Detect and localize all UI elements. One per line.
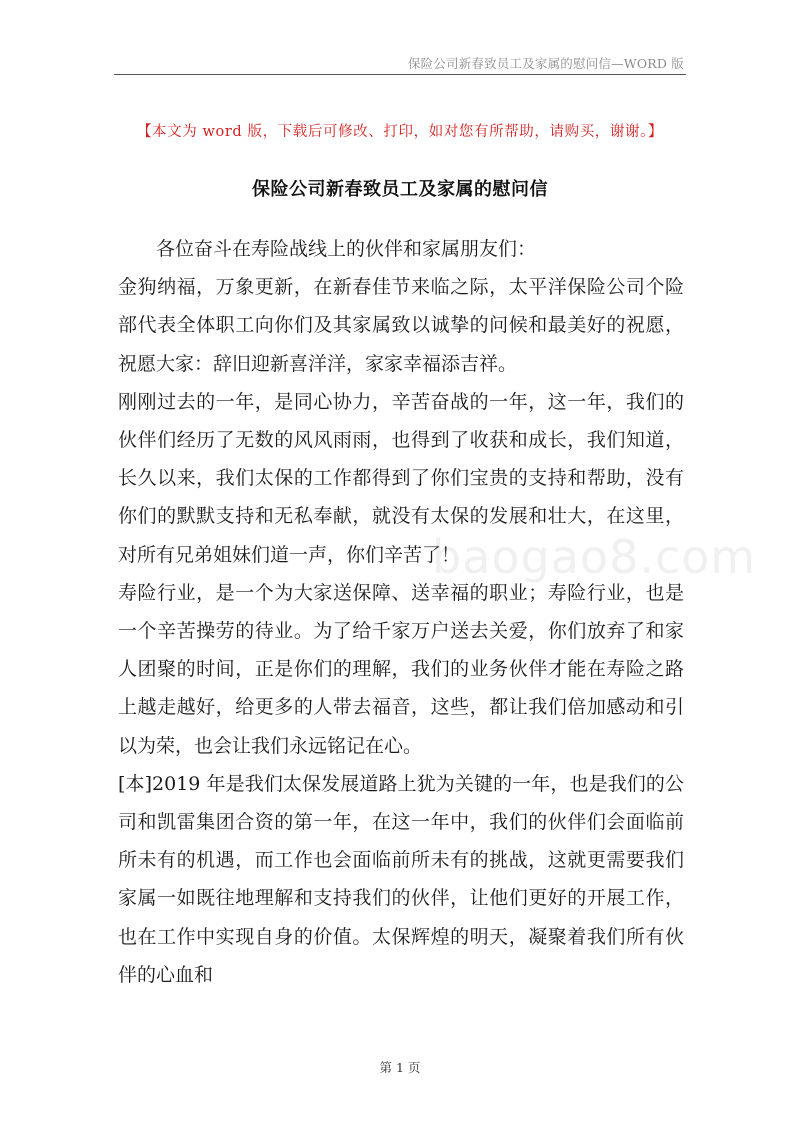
- purchase-notice: 【本文为 word 版，下载后可修改、打印，如对您有所帮助，请购买，谢谢。】: [136, 124, 664, 140]
- header-divider: [114, 74, 686, 75]
- letter-body: [118, 230, 684, 994]
- body-paragraph-1: 金狗纳福，万象更新，在新春佳节来临之际，太平洋保险公司个险部代表全体职工向你们及其家属致以诚挚的问候和最美好的祝愿，祝愿大家：辞旧迎新喜洋洋，家家幸福添吉祥。: [118, 276, 684, 375]
- document-title: 保险公司新春致员工及家属的慰问信: [252, 179, 548, 200]
- salutation-paragraph: 各位奋斗在寿险战线上的伙伴和家属朋友们：: [156, 238, 537, 260]
- page-number: 第 1 页: [379, 1060, 421, 1075]
- body-paragraph-3: 寿险行业，是一个为大家送保障、送幸福的职业；寿险行业，也是一个辛苦操劳的待业。为了给千家万户送去关爱，你们放弃了和家人团聚的时间，正是你们的理解，我们的业务伙伴才能在寿险之路上越走越好，给更多的人带去福音，这些，都让我们倍加感动和引以为荣，也会让我们永远铭记在心。: [118, 581, 684, 757]
- running-header-title: 保险公司新春致员工及家属的慰问信—WORD 版: [407, 56, 684, 71]
- body-paragraph-2: 刚刚过去的一年，是同心协力，辛苦奋战的一年，这一年，我们的伙伴们经历了无数的风风雨雨，也得到了收获和成长，我们知道，长久以来，我们太保的工作都得到了你们宝贵的支持和帮助，没有你们的默默支持和无私奉献，就没有太保的发展和壮大，在这里，对所有兄弟姐妹们道一声，你们辛苦了！: [118, 390, 684, 566]
- body-paragraph-4: [本]2019 年是我们太保发展道路上犹为关键的一年，也是我们的公司和凯雷集团合资的第一年，在这一年中，我们的伙伴们会面临前所未有的机遇，而工作也会面临前所未有的挑战，这就更需要我们家属一如既往地理解和支持我们的伙伴，让他们更好的开展工作，也在工作中实现自身的价值。太保辉煌的明天，凝聚着我们所有伙伴的心血和: [118, 772, 684, 986]
- site-watermark: baogao8.com: [432, 530, 757, 584]
